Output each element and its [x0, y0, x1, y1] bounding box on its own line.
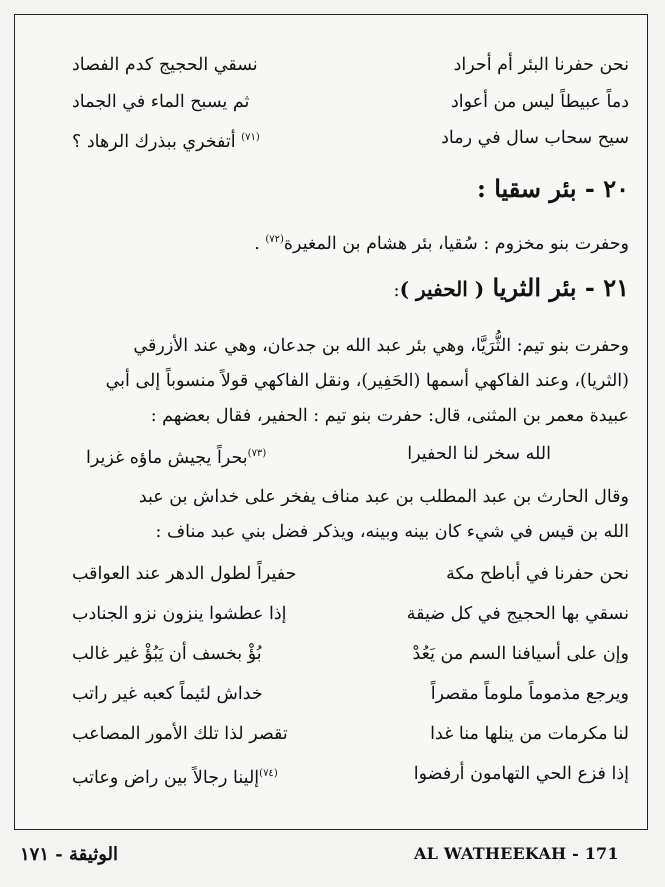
- footnote-ref-71: (٧١): [241, 132, 260, 143]
- poem2-line5-hemistich2: تقصر لذا تلك الأمور المصاعب: [72, 724, 288, 744]
- footnote-ref-74: (٧٤): [259, 768, 278, 779]
- section21-paragraph2-line1: وقال الحارث بن عبد المطلب بن عبد مناف يفخر على خداش بن عبد: [138, 487, 629, 507]
- poem2-line4-hemistich2: خداش لئيماً كعبه غير راتب: [72, 684, 263, 704]
- section21-heading: ٢١ - بئر الثريا ( الحفير ):: [393, 273, 629, 302]
- poem2-line3-hemistich1: وإن على أسيافنا السم من يَعُدْ: [412, 644, 629, 664]
- poem1-line2-hemistich2: ثم يسبح الماء في الجماد: [72, 92, 250, 112]
- poem1-line1-hemistich2: نسقي الحجيج كدم الفصاد: [72, 55, 258, 75]
- section21-verse-hemistich2: $^{(٧٣)}$بحراً يجيش ماؤه غزيرا: [86, 447, 267, 468]
- section21-title: بئر الثريا: [492, 273, 577, 302]
- poem2-line6-hemistich1: إذا فزع الحي التهامون أرفضوا: [413, 764, 629, 784]
- section20-number: ٢٠: [603, 174, 629, 203]
- poem1-line3-hemistich1: سيح سحاب سال في رماد: [441, 128, 629, 148]
- poem2-line1-hemistich2: حفيراً لطول الدهر عند العواقب: [72, 564, 297, 584]
- poem2-line4-hemistich1: ويرجع مذموماً ملوماً مقصراً: [430, 684, 629, 704]
- section21-number: ٢١: [603, 273, 629, 302]
- poem2-line5-hemistich1: لنا مكرمات من ينلها منا غدا: [430, 724, 629, 744]
- footnote-ref-73: (٧٣): [247, 448, 267, 459]
- section21-verse-hemistich1: الله سخر لنا الحفيرا: [407, 444, 551, 464]
- poem2-line6-hemistich2: $^{(٧٤)}$إلينا رجالاً بين راض وعاتب: [72, 767, 278, 788]
- poem2-line3-hemistich2: بُؤْ بخسف أن يَبُؤْ غير غالب: [72, 644, 262, 664]
- poem2-line2-hemistich1: نسقي بها الحجيج في كل ضيقة: [406, 604, 629, 624]
- section21-alt-title: ( الحفير ): [399, 277, 485, 301]
- footnote-ref-72: (٧٢): [265, 234, 284, 245]
- poem1-line2-hemistich1: دماً عبيطاً ليس من أعواد: [450, 92, 629, 112]
- poem1-line3-hemistich2: $^{(٧١)}$ أتفخري ببذرك الرهاد ؟: [72, 131, 260, 152]
- section21-paragraph2-line2: الله بن قيس في شيء كان بينه وبينه، ويذكر فضل بني عبد مناف :: [155, 522, 629, 542]
- poem1-line1-hemistich1: نحن حفرنا البئر أم أحراد: [453, 55, 629, 75]
- poem2-line2-hemistich2: إذا عطشوا ينزون نزو الجنادب: [72, 604, 287, 624]
- footer-journal-title-latin: AL WATHEEKAH - 171: [414, 844, 619, 863]
- poem2-line1-hemistich1: نحن حفرنا في أباطح مكة: [446, 564, 629, 584]
- section20-title: بئر سقيا: [494, 174, 577, 203]
- section20-heading: ٢٠ - بئر سقيا :: [476, 174, 629, 203]
- section21-paragraph1-line2: (الثريا)، وعند الفاكهي أسمها (الحَفِير)، ونقل الفاكهي قولاً منسوباً إلى أبي: [105, 371, 629, 391]
- section21-paragraph1-line3: عبيدة معمر بن المثنى، قال: حفرت بنو تيم : الحفير، فقال بعضهم :: [150, 406, 629, 426]
- footer-journal-title-arabic: الوثيقة - ١٧١: [20, 844, 119, 865]
- section20-text: وحفرت بنو مخزوم : سُقيا، بئر هشام بن المغيرة$^{(٧٢)}$ .: [254, 233, 629, 254]
- section21-paragraph1-line1: وحفرت بنو تيم: الثُّرَيَّا، وهي بئر عبد الله بن جدعان، وهي عند الأزرقي: [133, 336, 629, 356]
